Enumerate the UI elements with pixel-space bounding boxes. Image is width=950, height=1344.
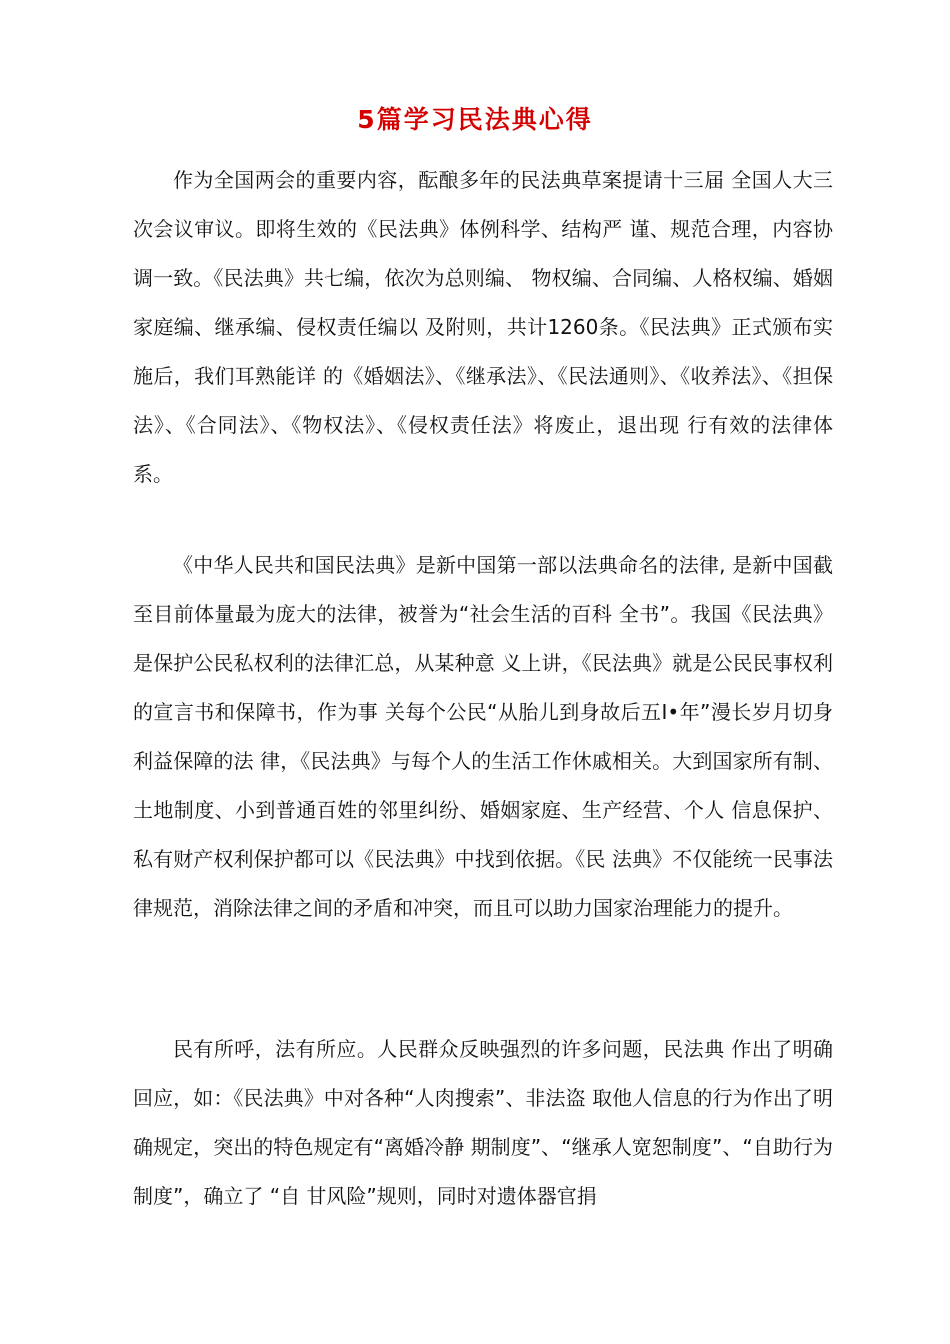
paragraph-3: 民有所呼，法有所应。人民群众反映强烈的许多问题，民法典 作出了明确回应，如：《民法典》中对各种“人肉搜索”、非法盗 取他人信息的行为作出了明确规定，突出的特色规定有“离婚冷静 期制度”、“继承人宽恕制度”、“自助行为制度”，确立了 “自 甘风险”规则，同时对遗体器官捐 xyxy=(133,1037,833,1208)
document-title: 5篇学习民法典心得 xyxy=(357,105,593,134)
paragraph-1: 作为全国两会的重要内容，酝酿多年的民法典草案提请十三届 全国人大三次会议审议。即将生效的《民法典》体例科学、结构严 谨、规范合理，内容协调一致。《民法典》共七编，依次为总则编、 物权编、合同编、人格权编、婚姻家庭编、继承编、侵权责任编以 及附则，共计1260条。《民法典》正式颁布实施后，我们耳熟能详 的《婚姻法》、《继承法》、《民法通则》、《收养法》、《担保 法》、《合同法》、《物权法》、《侵权责任法》将废止，退出现 行有效的法律体系。 xyxy=(133,168,833,486)
paragraph-2: 《中华人民共和国民法典》是新中国第一部以法典命名的法律, 是新中国截至目前体量最为庞大的法律，被誉为“社会生活的百科 全书”。我国《民法典》是保护公民私权利的法律汇总，从某种意 义上讲，《民法典》就是公民民事权利的宣言书和保障书，作为事 关每个公民“从胎儿到身故后五I•年”漫长岁月切身利益保障的法 律，《民法典》与每个人的生活工作休戚相关。大到国家所有制、 土地制度、小到普通百姓的邻里纠纷、婚姻家庭、生产经营、个人 信息保护、私有财产权利保护都可以《民法典》中找到依据。《民 法典》不仅能统一民事法律规范，消除法律之间的矛盾和冲突，而且可以助力国家治理能力的提升。 xyxy=(133,553,833,920)
